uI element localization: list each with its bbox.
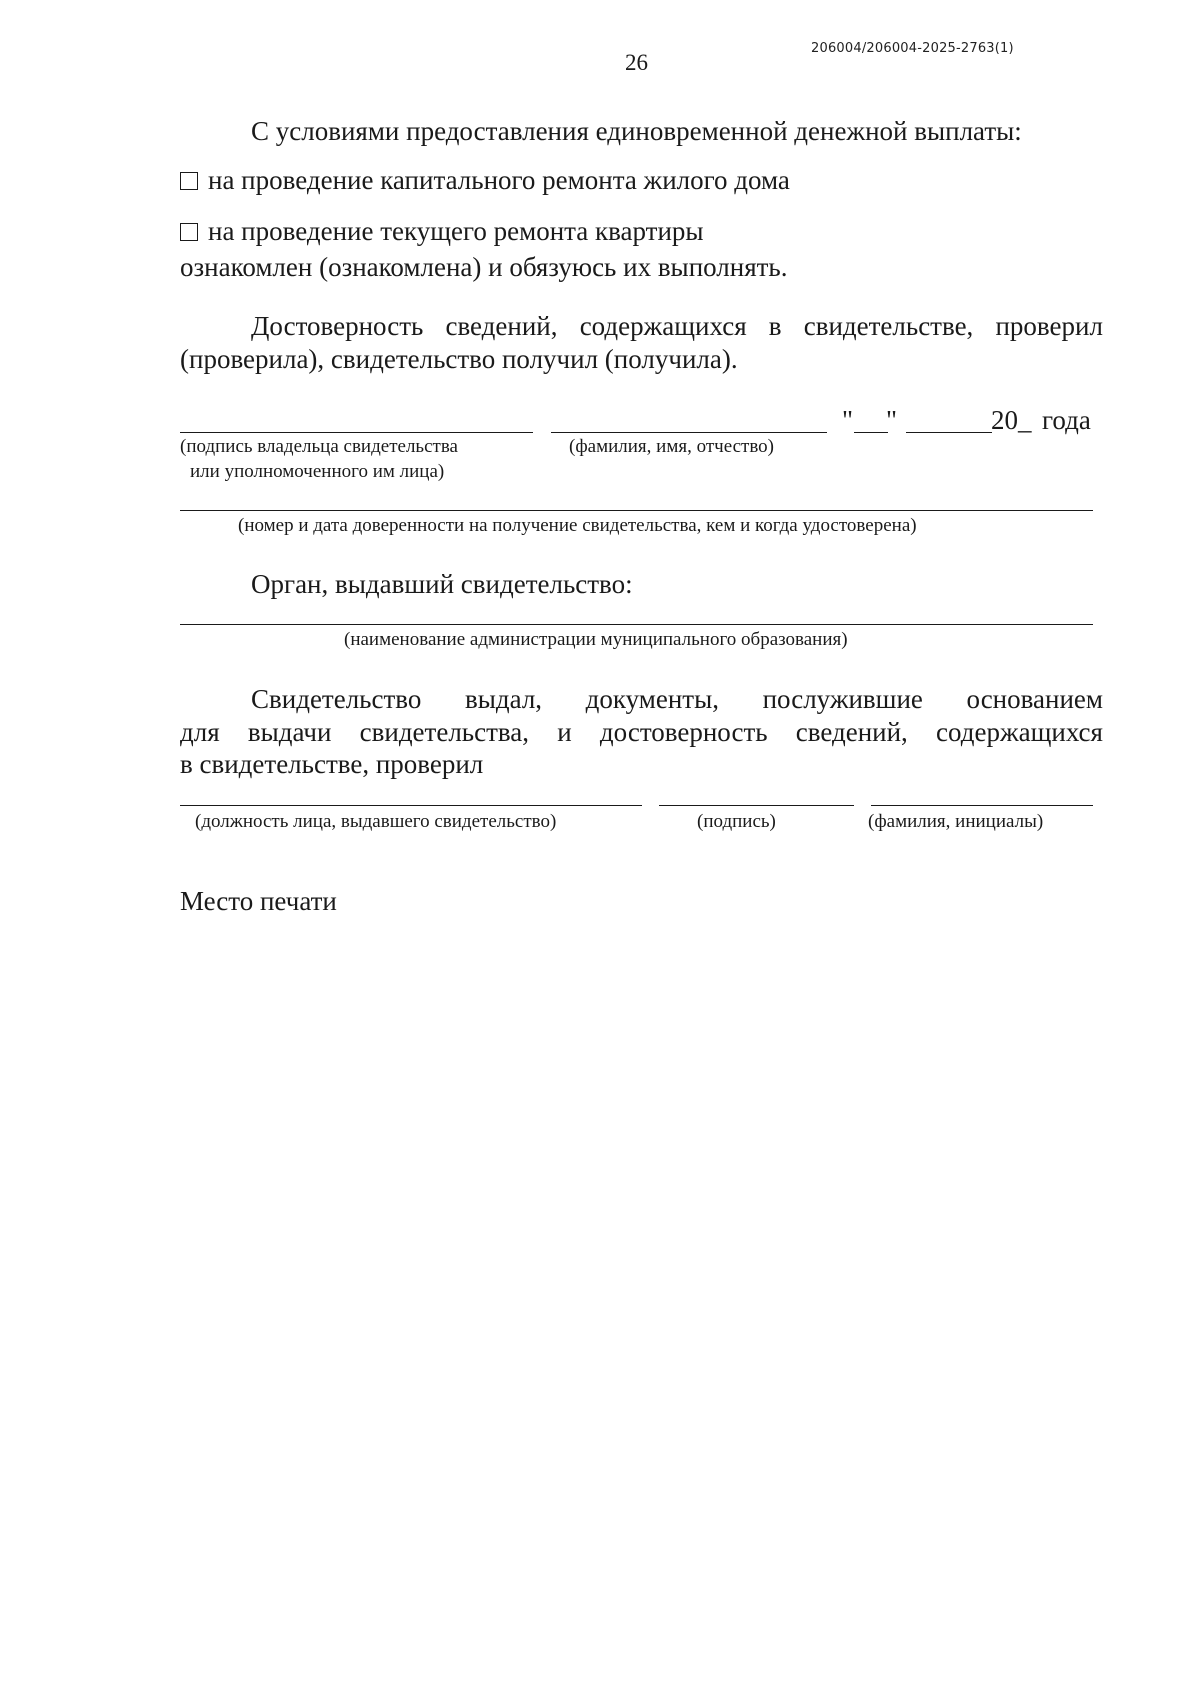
full-name-caption: (фамилия, имя, отчество) xyxy=(569,436,775,457)
owner-signature-caption-2: или уполномоченного им лица) xyxy=(190,461,445,482)
signature-line xyxy=(659,805,854,806)
option-current-repair xyxy=(180,215,704,247)
position-line xyxy=(180,805,642,806)
page-number: 26 xyxy=(625,50,648,75)
power-of-attorney-line xyxy=(180,510,1093,511)
name-initials-caption: (фамилия, инициалы) xyxy=(868,811,1044,832)
name-initials-line xyxy=(871,805,1093,806)
issuing-body-caption: (наименование администрации муниципального образования) xyxy=(344,629,848,650)
owner-signature-line xyxy=(180,432,533,433)
document-id: 206004/206004-2025-2763(1) xyxy=(811,41,1014,56)
acknowledgement-text: ознакомлен (ознакомлена) и обязуюсь их выполнять. xyxy=(180,252,788,282)
date-quote-close: " xyxy=(886,405,898,435)
option-capital-repair-label: на проведение капитального ремонта жилого дома xyxy=(208,165,790,195)
checkbox-capital-repair[interactable] xyxy=(180,172,198,190)
verification-line-1: Достоверность сведений, содержащихся в свидетельстве, проверил xyxy=(251,311,1103,341)
date-suffix: года xyxy=(1042,405,1091,435)
full-name-line xyxy=(551,432,827,433)
owner-signature-caption-1: (подпись владельца свидетельства xyxy=(180,436,458,457)
checkbox-current-repair[interactable] xyxy=(180,223,198,241)
issued-by-line-3: в свидетельстве, проверил xyxy=(180,749,484,779)
date-day-line xyxy=(854,432,888,433)
conditions-intro: С условиями предоставления единовременной денежной выплаты: xyxy=(251,116,1022,146)
issued-by-line-1: Свидетельство выдал, документы, послужившие основанием xyxy=(251,684,1103,714)
option-current-repair-label: на проведение текущего ремонта квартиры xyxy=(208,216,704,246)
date-quote-open: " xyxy=(842,405,854,435)
power-of-attorney-caption: (номер и дата доверенности на получение свидетельства, кем и когда удостоверена) xyxy=(238,515,917,536)
verification-line-2: (проверила), свидетельство получил (получила). xyxy=(180,344,738,374)
date-year-prefix: 20_ xyxy=(991,405,1032,435)
position-caption: (должность лица, выдавшего свидетельство) xyxy=(195,811,557,832)
signature-caption: (подпись) xyxy=(697,811,776,832)
issued-by-line-2: для выдачи свидетельства, и достоверность сведений, содержащихся xyxy=(180,717,1103,747)
stamp-place-label: Место печати xyxy=(180,886,337,916)
option-capital-repair xyxy=(180,164,790,196)
date-month-line xyxy=(906,432,992,433)
issuing-body-label: Орган, выдавший свидетельство: xyxy=(251,569,633,599)
issuing-body-line xyxy=(180,624,1093,625)
